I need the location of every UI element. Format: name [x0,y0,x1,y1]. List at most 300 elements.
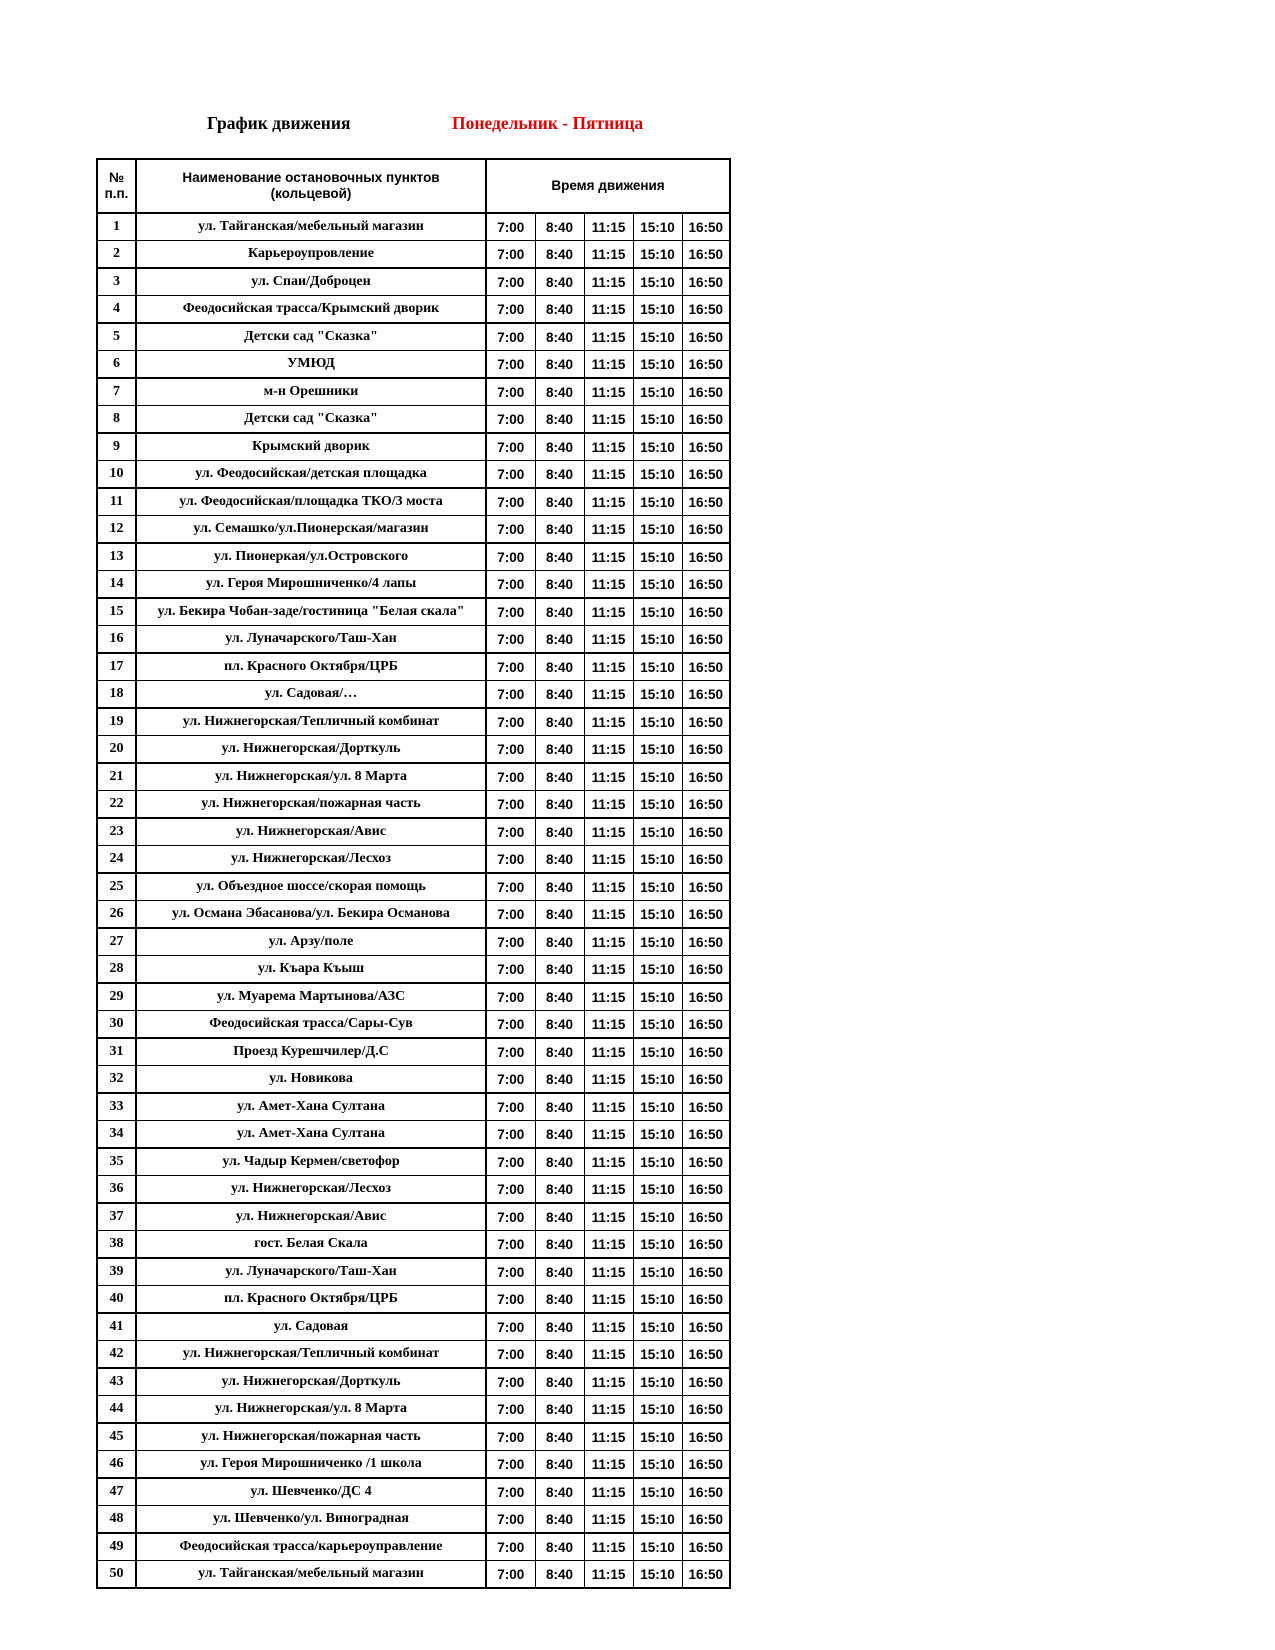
table-row [97,378,730,406]
time-cell: 15:10 [633,268,682,296]
stop-name-cell: Детски сад "Сказка" [136,323,486,351]
time-cell: 11:15 [584,1066,633,1094]
time-cell: 16:50 [682,1451,730,1479]
stop-name-cell: ул. Нижнегорская/Авис [136,818,486,846]
row-number-cell: 13 [97,543,136,571]
time-cell: 11:15 [584,1313,633,1341]
table-row [97,1533,730,1561]
time-cell: 8:40 [535,791,584,819]
time-cell: 16:50 [682,241,730,269]
time-cell: 8:40 [535,1533,584,1561]
time-cell: 15:10 [633,1506,682,1534]
table-row [97,1451,730,1479]
weekday-range: Понедельник - Пятница [452,113,644,133]
time-cell: 16:50 [682,1286,730,1314]
time-cell: 8:40 [535,873,584,901]
time-cell: 15:10 [633,1258,682,1286]
time-cell: 8:40 [535,1506,584,1534]
time-cell: 8:40 [535,708,584,736]
schedule-table [96,158,731,1589]
header-stops-line1: Наименование остановочных пунктов [182,170,440,186]
table-row [97,1506,730,1534]
page-title: График движения [207,113,351,133]
time-cell: 16:50 [688,1566,724,1582]
time-cell: 16:50 [682,1011,730,1039]
stop-name-cell: ул. Амет-Хана Султана [136,1093,486,1121]
time-cell: 15:10 [633,1038,682,1066]
table-row [97,956,730,984]
stop-name-cell: Карьероупровление [136,241,486,269]
time-cell: 7:00 [486,1231,535,1259]
time-cell: 16:50 [682,681,730,709]
row-number-cell: 48 [97,1506,136,1534]
time-cell: 7:00 [486,873,535,901]
time-cell: 11:15 [584,488,633,516]
time-cell: 16:50 [682,653,730,681]
table-row [97,846,730,874]
row-number-cell: 28 [97,956,136,984]
table-row [97,1258,730,1286]
time-cell: 11:15 [584,681,633,709]
time-cell: 15:10 [633,516,682,544]
time-cell: 8:40 [535,378,584,406]
header-num-line2: п.п. [104,186,129,201]
table-row [97,1121,730,1149]
table-row [97,1231,730,1259]
time-cell: 8:40 [535,571,584,599]
time-cell: 7:00 [486,1451,535,1479]
table-row [97,1561,730,1589]
table-row [97,818,730,846]
table-row [97,1286,730,1314]
time-cell: 15:10 [633,1121,682,1149]
time-cell: 15:10 [633,873,682,901]
time-cell: 11:15 [584,598,633,626]
time-cell: 8:40 [535,461,584,489]
time-cell: 11:15 [584,241,633,269]
time-cell: 7:00 [486,983,535,1011]
time-cell: 8:40 [535,763,584,791]
table-row [97,461,730,489]
time-cell: 7:00 [486,818,535,846]
stop-name-cell: УМЮД [136,351,486,379]
time-cell: 15:10 [633,598,682,626]
time-cell: 11:15 [584,626,633,654]
time-cell: 15:10 [633,818,682,846]
time-cell: 11:15 [584,1011,633,1039]
time-cell: 7:00 [486,488,535,516]
time-cell: 11:15 [584,1121,633,1149]
time-cell: 15:10 [633,241,682,269]
header-row [97,159,730,213]
row-number-cell: 22 [97,791,136,819]
time-cell: 8:40 [535,1341,584,1369]
stop-name-cell: Феодосийская трасса/карьероуправление [136,1533,486,1561]
time-cell: 11:15 [584,1341,633,1369]
header-stops-line2: (кольцевой) [270,186,352,201]
time-cell: 16:50 [682,1423,730,1451]
time-cell: 8:40 [535,351,584,379]
stop-name-cell: пл. Красного Октября/ЦРБ [136,653,486,681]
time-cell: 16:50 [682,1038,730,1066]
time-cell: 16:50 [682,1506,730,1534]
time-cell: 16:50 [682,323,730,351]
time-cell: 11:15 [584,296,633,324]
time-cell: 7:00 [486,213,535,241]
time-cell: 15:10 [633,1341,682,1369]
row-number-cell: 16 [97,626,136,654]
table-row [97,626,730,654]
table-row [97,296,730,324]
time-cell: 8:40 [535,488,584,516]
time-cell: 11:15 [584,956,633,984]
time-cell: 16:50 [682,873,730,901]
time-cell: 16:50 [682,956,730,984]
time-cell: 11:15 [584,873,633,901]
time-cell: 8:40 [535,1313,584,1341]
stop-name-cell: ул. Садовая [136,1313,486,1341]
time-cell: 8:40 [535,241,584,269]
stop-name-cell: ул. Новикова [136,1066,486,1094]
row-number-cell: 2 [97,241,136,269]
time-cell: 7:00 [486,351,535,379]
time-cell: 15:10 [633,543,682,571]
stop-name-cell: ул. Тайганская/мебельный магазин [136,1561,486,1589]
time-cell: 15:10 [633,681,682,709]
table-row [97,1011,730,1039]
time-cell: 11:15 [584,1176,633,1204]
time-cell: 15:10 [633,708,682,736]
time-cell: 7:00 [486,571,535,599]
stop-name-cell: ул. Арзу/поле [136,928,486,956]
row-number-cell: 43 [97,1368,136,1396]
time-cell: 11:15 [584,983,633,1011]
time-cell: 11:15 [584,763,633,791]
time-cell: 8:40 [535,653,584,681]
time-cell: 7:00 [486,1561,535,1589]
schedule-table-body [97,213,730,1588]
time-cell: 8:40 [535,1121,584,1149]
row-number-cell: 5 [97,323,136,351]
row-number-cell: 29 [97,983,136,1011]
stop-name-cell: Крымский дворик [136,433,486,461]
table-row [97,488,730,516]
time-cell: 11:15 [584,653,633,681]
row-number-cell: 8 [97,406,136,434]
time-cell: 7:00 [486,846,535,874]
stop-name-cell: ул. Нижнегорская/Дорткуль [136,1368,486,1396]
time-cell: 16:50 [682,901,730,929]
time-cell: 15:10 [633,1423,682,1451]
row-number-cell: 34 [97,1121,136,1149]
table-row [97,433,730,461]
row-number-cell: 37 [97,1203,136,1231]
row-number-cell: 24 [97,846,136,874]
time-cell: 16:50 [682,1121,730,1149]
time-cell: 7:00 [486,598,535,626]
time-cell: 8:40 [535,516,584,544]
time-cell: 15:10 [633,846,682,874]
time-cell: 15:10 [633,1066,682,1094]
time-cell: 15:10 [633,626,682,654]
time-cell: 15:10 [633,1313,682,1341]
time-cell: 7:00 [486,1176,535,1204]
table-row [97,598,730,626]
time-cell: 15:10 [633,956,682,984]
time-cell: 7:00 [486,406,535,434]
stop-name-cell: ул. Нижнегорская/Авис [136,1203,486,1231]
time-cell: 15:10 [633,1451,682,1479]
time-cell: 8:40 [535,1066,584,1094]
table-row [97,983,730,1011]
row-number-cell: 12 [97,516,136,544]
time-cell: 11:15 [584,213,633,241]
time-cell: 11:15 [584,1506,633,1534]
table-row [97,323,730,351]
row-number-cell: 46 [97,1451,136,1479]
time-cell: 8:40 [535,406,584,434]
time-cell: 16:50 [682,488,730,516]
time-cell: 15:10 [633,1093,682,1121]
stop-name-cell: ул. Спаи/Доброцен [136,268,486,296]
time-cell: 7:00 [486,1203,535,1231]
time-cell: 8:40 [535,1231,584,1259]
time-cell: 7:00 [486,1396,535,1424]
header-times-cell: Время движения [486,159,730,213]
time-cell: 15:10 [633,213,682,241]
table-row [97,1148,730,1176]
row-number-cell: 42 [97,1341,136,1369]
time-cell: 15:10 [633,1148,682,1176]
time-cell: 16:50 [682,736,730,764]
stop-name-cell: ул. Нижнегорская/пожарная часть [136,791,486,819]
time-cell: 8:40 [535,1451,584,1479]
time-cell: 8:40 [535,323,584,351]
time-cell: 15:10 [633,763,682,791]
time-cell: 16:50 [682,1533,730,1561]
time-cell: 7:00 [486,681,535,709]
row-number-cell: 50 [97,1561,136,1589]
time-cell: 7:00 [486,323,535,351]
stop-name-cell: ул. Семашко/ул.Пионерская/магазин [136,516,486,544]
time-cell: 11:15 [584,1533,633,1561]
time-cell: 11:15 [584,1423,633,1451]
time-cell: 7:00 [486,1148,535,1176]
time-cell: 15:10 [633,1011,682,1039]
header-num-cell [97,159,136,213]
time-cell: 15:10 [633,1561,682,1589]
table-row [97,351,730,379]
table-row [97,901,730,929]
time-cell: 15:10 [633,1203,682,1231]
table-row [97,516,730,544]
time-cell: 7:00 [486,1478,535,1506]
time-cell: 16:50 [682,1396,730,1424]
row-number-cell: 17 [97,653,136,681]
time-cell: 11:15 [584,543,633,571]
table-row [97,213,730,241]
stop-name-cell: ул. Нижнегорская/Лесхоз [136,846,486,874]
time-cell: 11:15 [584,1258,633,1286]
time-cell: 8:40 [535,681,584,709]
table-row [97,681,730,709]
time-cell: 11:15 [584,1038,633,1066]
stop-name-cell: ул. Шевченко/ДС 4 [136,1478,486,1506]
time-cell: 16:50 [682,433,730,461]
time-cell: 8:40 [535,1148,584,1176]
row-number-cell: 49 [97,1533,136,1561]
row-number-cell: 1 [97,213,136,241]
time-cell: 15:10 [633,571,682,599]
time-cell: 7:00 [486,653,535,681]
table-row [97,1093,730,1121]
row-number-cell: 7 [97,378,136,406]
table-row [97,791,730,819]
time-cell: 11:15 [584,461,633,489]
stop-name-cell: ул. Нижнегорская/Тепличный комбинат [136,708,486,736]
time-cell: 7:00 [486,1093,535,1121]
time-cell: 7:00 [486,1313,535,1341]
row-number-cell: 25 [97,873,136,901]
stop-name-cell: Феодосийская трасса/Крымский дворик [136,296,486,324]
time-cell: 7:00 [486,433,535,461]
time-cell: 11:15 [584,323,633,351]
time-cell: 8:40 [535,928,584,956]
time-cell: 16:50 [682,1258,730,1286]
stop-name-cell: ул. Османа Эбасанова/ул. Бекира Османова [136,901,486,929]
stop-name-cell: гост. Белая Скала [136,1231,486,1259]
row-number-cell: 4 [97,296,136,324]
time-cell: 8:40 [535,213,584,241]
time-cell: 16:50 [682,1203,730,1231]
time-cell: 16:50 [682,296,730,324]
time-cell: 16:50 [682,846,730,874]
time-cell: 16:50 [682,1478,730,1506]
row-number-cell: 44 [97,1396,136,1424]
time-cell: 11:15 [584,1396,633,1424]
stop-name-cell: ул. Феодосийская/площадка ТКО/3 моста [136,488,486,516]
time-cell: 15:10 [633,1533,682,1561]
time-cell: 7:00 [486,461,535,489]
header-stops-cell [136,159,486,213]
time-cell: 8:40 [535,1396,584,1424]
stop-name-cell: ул. Тайганская/мебельный магазин [136,213,486,241]
time-cell: 7:00 [486,1258,535,1286]
header-num-line1: № [108,170,125,186]
time-cell: 15:10 [633,488,682,516]
time-cell: 15:10 [633,296,682,324]
time-cell: 11:15 [584,433,633,461]
time-cell: 7:00 [486,1341,535,1369]
table-row [97,1478,730,1506]
time-cell: 15:10 [633,653,682,681]
stop-name-cell: ул. Чадыр Кермен/светофор [136,1148,486,1176]
table-row [97,736,730,764]
time-cell: 7:00 [486,1423,535,1451]
time-cell: 16:50 [682,1368,730,1396]
row-number-cell: 45 [97,1423,136,1451]
stop-name-cell: ул. Нижнегорская/Дорткуль [136,736,486,764]
schedule-table-header [97,159,730,213]
stop-name-cell: ул. Нижнегорская/ул. 8 Марта [136,1396,486,1424]
time-cell: 8:40 [535,1286,584,1314]
time-cell: 8:40 [535,956,584,984]
time-cell: 11:15 [584,791,633,819]
row-number-cell: 19 [97,708,136,736]
time-cell: 15:10 [633,791,682,819]
table-row [97,653,730,681]
time-cell: 15:10 [633,1396,682,1424]
stop-name-cell: ул. Шевченко/ул. Виноградная [136,1506,486,1534]
row-number-cell: 3 [97,268,136,296]
time-cell: 8:40 [535,543,584,571]
time-cell: 11:15 [584,268,633,296]
stop-name-cell: ул. Бекира Чобан-заде/гостиница "Белая скала" [136,598,486,626]
time-cell: 11:15 [584,1148,633,1176]
time-cell: 8:40 [535,1203,584,1231]
time-cell: 16:50 [682,1148,730,1176]
time-cell: 16:50 [682,351,730,379]
time-cell: 8:40 [535,1561,584,1589]
row-number-cell: 35 [97,1148,136,1176]
time-cell: 7:00 [486,928,535,956]
stop-name-cell: ул. Луначарского/Таш-Хан [136,626,486,654]
time-cell: 11:15 [584,1451,633,1479]
time-cell: 16:50 [682,1176,730,1204]
stop-name-cell: Феодосийская трасса/Сары-Сув [136,1011,486,1039]
row-number-cell: 39 [97,1258,136,1286]
time-cell: 8:40 [535,818,584,846]
time-cell: 16:50 [682,461,730,489]
time-cell: 8:40 [535,433,584,461]
stop-name-cell: пл. Красного Октября/ЦРБ [136,1286,486,1314]
stop-name-cell: ул. Луначарского/Таш-Хан [136,1258,486,1286]
table-row [97,928,730,956]
time-cell: 15:10 [633,928,682,956]
time-cell: 8:40 [535,901,584,929]
time-cell: 7:00 [486,791,535,819]
time-cell: 16:50 [682,1313,730,1341]
time-cell: 7:00 [486,1286,535,1314]
time-cell: 7:00 [486,1368,535,1396]
stop-name-cell: ул. Пионеркая/ул.Островского [136,543,486,571]
row-number-cell: 21 [97,763,136,791]
time-cell: 7:00 [486,516,535,544]
time-cell: 8:40 [535,1038,584,1066]
time-cell: 8:40 [535,1258,584,1286]
time-cell: 11:15 [584,1203,633,1231]
time-cell: 15:10 [633,406,682,434]
stop-name-cell: ул. Нижнегорская/ул. 8 Марта [136,763,486,791]
time-cell: 8:40 [535,736,584,764]
stop-name-cell: ул. Феодосийская/детская площадка [136,461,486,489]
table-row [97,1203,730,1231]
time-cell: 15:10 [633,983,682,1011]
time-cell: 11:15 [584,846,633,874]
row-number-cell: 41 [97,1313,136,1341]
row-number-cell: 20 [97,736,136,764]
stop-name-cell: Детски сад "Сказка" [136,406,486,434]
time-cell: 8:40 [535,268,584,296]
row-number-cell: 33 [97,1093,136,1121]
time-cell: 16:50 [682,598,730,626]
time-cell: 11:15 [584,1093,633,1121]
row-number-cell: 10 [97,461,136,489]
time-cell: 8:40 [535,1478,584,1506]
time-cell: 16:50 [682,763,730,791]
table-row [97,1176,730,1204]
time-cell: 16:50 [682,928,730,956]
